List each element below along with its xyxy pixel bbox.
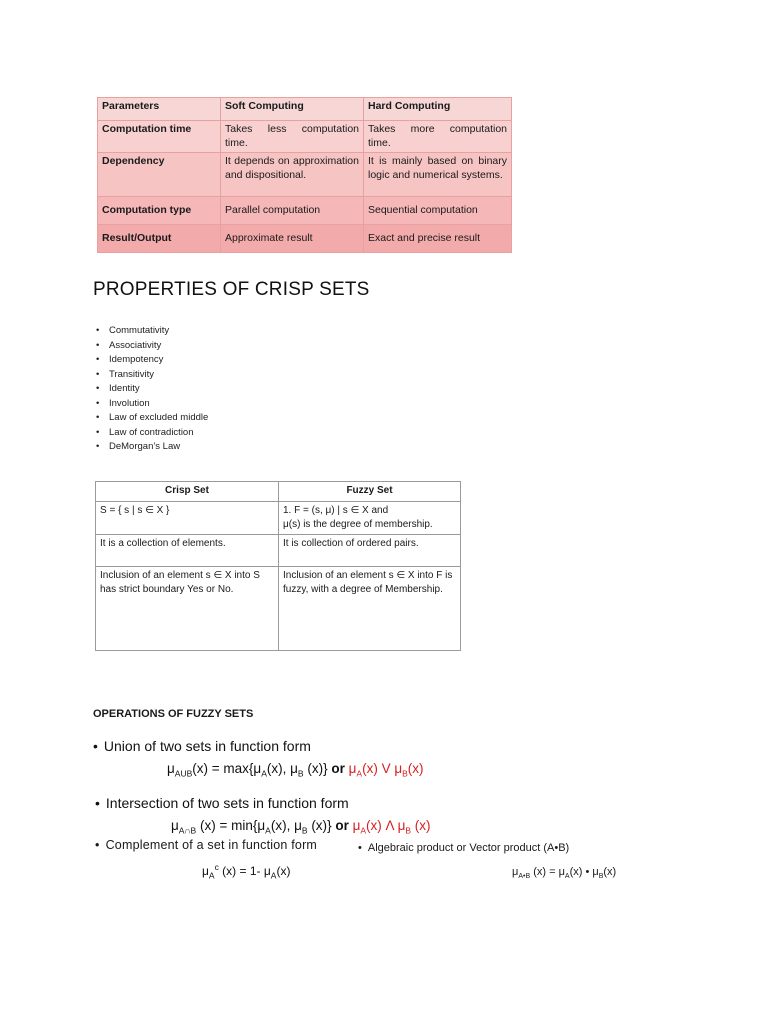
subscript: A [265, 825, 271, 836]
hard-cell: It is mainly based on binary logic and numerical systems. [364, 153, 512, 197]
mu-symbol: μ [394, 761, 403, 776]
subscript: A [261, 768, 267, 779]
param-cell: Result/Output [98, 225, 221, 253]
list-item: • Law of contradiction [96, 426, 208, 441]
mu-symbol: μ [202, 864, 209, 878]
table-row [96, 502, 461, 535]
formula-text: = min{ [215, 818, 258, 833]
intersection-title: • Intersection of two sets in function form [95, 795, 349, 811]
list-item: • Identity [96, 382, 208, 397]
soft-cell: Takes less computation time. [221, 121, 364, 153]
formula-text: (x) [276, 864, 291, 878]
crisp-properties-list [96, 324, 208, 455]
complement-title: • Complement of a set in function form [95, 838, 317, 852]
formula-text: (x) [411, 818, 431, 833]
formula-text: , [286, 818, 295, 833]
header-crisp-set: Crisp Set [96, 482, 279, 502]
fuzzy-operations-heading: OPERATIONS OF FUZZY SETS [93, 708, 254, 720]
header-soft-computing: Soft Computing [221, 98, 364, 121]
subscript: A [360, 825, 367, 836]
mu-symbol: μ [397, 818, 406, 833]
subscript: A [208, 870, 215, 881]
subscript: A•B [518, 873, 531, 881]
formula-text: (x) [192, 761, 209, 776]
subscript: A [564, 873, 570, 881]
crisp-cell: S = { s | s ∈ X } [96, 502, 279, 535]
formula-text: } [327, 818, 332, 833]
crisp-cell: It is a collection of elements. [96, 535, 279, 567]
dot-symbol: • [582, 866, 593, 878]
subscript: A [270, 870, 277, 881]
formula-text: (x) [603, 866, 617, 878]
table-row [98, 153, 512, 197]
list-item: • Associativity [96, 339, 208, 354]
vee-symbol: V [377, 761, 395, 776]
fuzzy-cell-line: μ(s) is the degree of membership. [283, 519, 433, 530]
intersection-formula [171, 818, 431, 836]
formula-text: } [323, 761, 328, 776]
subscript: A∩B [178, 825, 197, 836]
or-keyword: or [327, 761, 349, 776]
formula-text: (x) = [530, 866, 559, 878]
crisp-sets-heading: PROPERTIES OF CRISP SETS [93, 279, 370, 300]
mu-symbol: μ [290, 761, 298, 776]
formula-text: (x) [266, 761, 283, 776]
formula-text: (x) [303, 761, 324, 776]
soft-vs-hard-table [97, 97, 512, 253]
list-item: • DeMorgan’s Law [96, 440, 208, 455]
subscript: A [356, 768, 363, 779]
complement-formula [202, 862, 290, 880]
table-header-row [98, 98, 512, 121]
formula-text: (x) [407, 761, 424, 776]
mu-symbol: μ [253, 761, 262, 776]
subscript: B [402, 768, 408, 779]
mu-symbol: μ [263, 864, 271, 878]
union-alt-formula [348, 761, 424, 779]
product-title: • Algebraic product or Vector product (A•B) [358, 842, 569, 854]
mu-symbol: μ [348, 761, 357, 776]
wedge-symbol: Λ [381, 818, 398, 833]
mu-symbol: μ [294, 818, 302, 833]
list-item: • Commutativity [96, 324, 208, 339]
union-formula [167, 761, 424, 779]
formula-text: = max{ [208, 761, 254, 776]
mu-symbol: μ [558, 866, 565, 878]
list-item: • Involution [96, 397, 208, 412]
list-item: • Transitivity [96, 368, 208, 383]
formula-text: (x) [569, 866, 583, 878]
formula-text: (x) [362, 761, 378, 776]
table-row [98, 197, 512, 225]
hard-cell: Exact and precise result [364, 225, 512, 253]
fuzzy-cell: Inclusion of an element s ∈ X into F is fuzzy, with a degree of Membership. [279, 567, 461, 651]
formula-text: (x) = 1- [218, 864, 264, 878]
formula-text: (x) [270, 818, 287, 833]
table-row [98, 225, 512, 253]
fuzzy-cell [279, 502, 461, 535]
formula-text: (x) [366, 818, 382, 833]
subscript: B [598, 873, 604, 881]
mu-symbol: μ [167, 761, 175, 776]
param-cell: Dependency [98, 153, 221, 197]
param-cell: Computation type [98, 197, 221, 225]
product-formula [512, 866, 616, 880]
union-title: • Union of two sets in function form [93, 738, 311, 754]
mu-symbol: μ [592, 866, 599, 878]
crisp-vs-fuzzy-table [95, 481, 461, 651]
or-keyword: or [331, 818, 353, 833]
list-item: • Idempotency [96, 353, 208, 368]
soft-cell: Parallel computation [221, 197, 364, 225]
subscript: AUB [174, 768, 193, 779]
formula-text: , [282, 761, 291, 776]
fuzzy-cell: It is collection of ordered pairs. [279, 535, 461, 567]
header-parameters: Parameters [98, 98, 221, 121]
mu-symbol: μ [257, 818, 266, 833]
crisp-cell: Inclusion of an element s ∈ X into S has strict boundary Yes or No. [96, 567, 279, 651]
table-header-row [96, 482, 461, 502]
hard-cell: Takes more computation time. [364, 121, 512, 153]
table-row [96, 535, 461, 567]
param-cell: Computation time [98, 121, 221, 153]
header-hard-computing: Hard Computing [364, 98, 512, 121]
superscript: c [214, 862, 219, 872]
subscript: B [301, 825, 308, 836]
subscript: B [297, 768, 304, 779]
fuzzy-cell-line: 1. F = (s, μ) | s ∈ X and [283, 505, 389, 516]
mu-symbol: μ [171, 818, 179, 833]
header-fuzzy-set: Fuzzy Set [279, 482, 461, 502]
mu-symbol: μ [352, 818, 361, 833]
formula-text: (x) [307, 818, 328, 833]
list-item: • Law of excluded middle [96, 411, 208, 426]
intersection-alt-formula [352, 818, 431, 836]
table-row [98, 121, 512, 153]
subscript: B [405, 825, 412, 836]
mu-symbol: μ [512, 866, 519, 878]
formula-text: (x) [196, 818, 216, 833]
table-row [96, 567, 461, 651]
soft-cell: Approximate result [221, 225, 364, 253]
soft-cell: It depends on approximation and dispositional. [221, 153, 364, 197]
hard-cell: Sequential computation [364, 197, 512, 225]
